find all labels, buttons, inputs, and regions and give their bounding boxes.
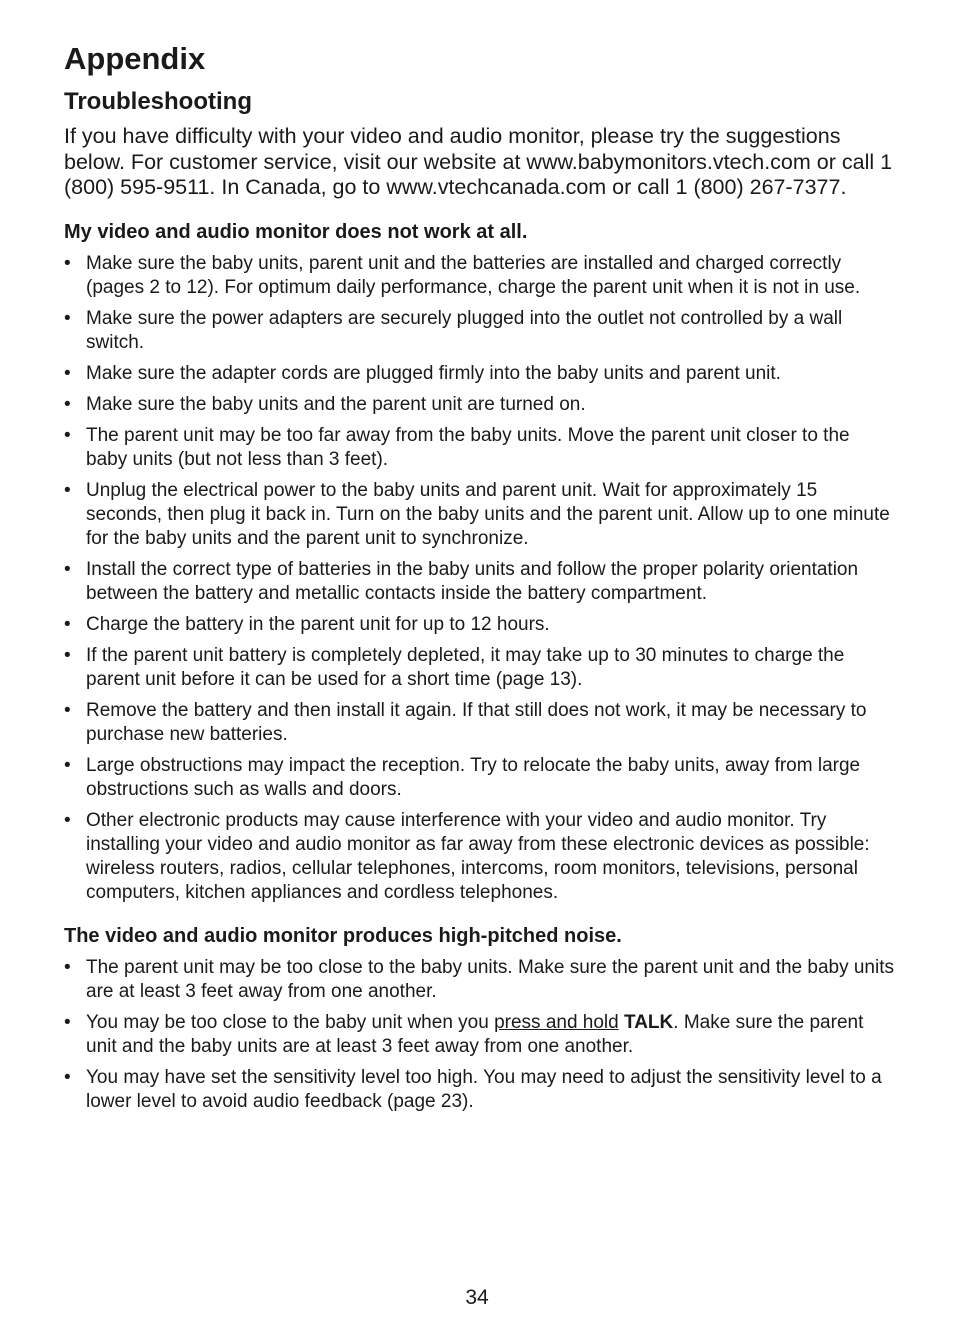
problem-solutions-list [64,956,894,1114]
problem-solutions-list [64,252,894,905]
talk-key-label: TALK [624,1011,674,1033]
list-item: • Remove the battery and then install it again. If that still does not work, it may be necessary to purchase new batteries. [64,699,894,747]
problem-title: My video and audio monitor does not work at all. [64,220,528,243]
list-item: • Large obstructions may impact the reception. Try to relocate the baby units, away from large obstructions such as walls and doors. [64,754,894,802]
page-number: 34 [465,1286,489,1309]
list-item: • Charge the battery in the parent unit for up to 12 hours. [64,613,894,637]
page-heading: Appendix [64,41,206,76]
item-text: You may be too close to the baby unit when you [86,1011,495,1033]
list-item: • The parent unit may be too close to the baby units. Make sure the parent unit and the baby units are at least 3 feet away from one another. [64,956,894,1004]
list-item [64,1011,894,1059]
list-item: • Other electronic products may cause interference with your video and audio monitor. Try installing your video and audio monitor as far away from these electronic devices as possible: wireless routers, radios, cellular telephones, intercoms, room monitors, televisions, personal computers, kitchen appliances and cordless telephones. [64,809,894,905]
list-item: • Make sure the adapter cords are plugged firmly into the baby units and parent unit. [64,362,894,386]
press-and-hold-link[interactable]: press and hold [494,1011,619,1033]
section-title: Troubleshooting [64,88,252,115]
item-text: . Make sure the parent unit and the baby units are at least 3 feet away from one another. [86,1011,864,1057]
list-item: • You may have set the sensitivity level too high. You may need to adjust the sensitivity level to a lower level to avoid audio feedback (page 23). [64,1066,894,1114]
list-item: • Unplug the electrical power to the baby units and parent unit. Wait for approximately 15 seconds, then plug it back in. Turn on the baby units and the parent unit. Allow up to one minute for the baby units and the parent unit to synchronize. [64,479,894,551]
intro-paragraph: If you have difficulty with your video and audio monitor, please try the suggestions below. For customer service, visit our website at www.babymonitors.vtech.com or call 1 (800) 595-9511. In Canada, go to www.vtechcanada.com or call 1 (800) 267-7377. [64,124,893,199]
list-item: • If the parent unit battery is completely depleted, it may take up to 30 minutes to charge the parent unit before it can be used for a short time (page 13). [64,644,894,692]
list-item: • Install the correct type of batteries in the baby units and follow the proper polarity orientation between the battery and metallic contacts inside the battery compartment. [64,558,894,606]
list-item: • Make sure the baby units and the parent unit are turned on. [64,393,894,417]
list-item: • The parent unit may be too far away from the baby units. Move the parent unit closer to the baby units (but not less than 3 feet). [64,424,894,472]
list-item: • Make sure the power adapters are securely plugged into the outlet not controlled by a wall switch. [64,307,894,355]
list-item: • Make sure the baby units, parent unit and the batteries are installed and charged correctly (pages 2 to 12). For optimum daily performance, charge the parent unit when it is not in use. [64,252,894,300]
problem-title: The video and audio monitor produces high-pitched noise. [64,924,622,947]
page-content [64,38,894,1121]
